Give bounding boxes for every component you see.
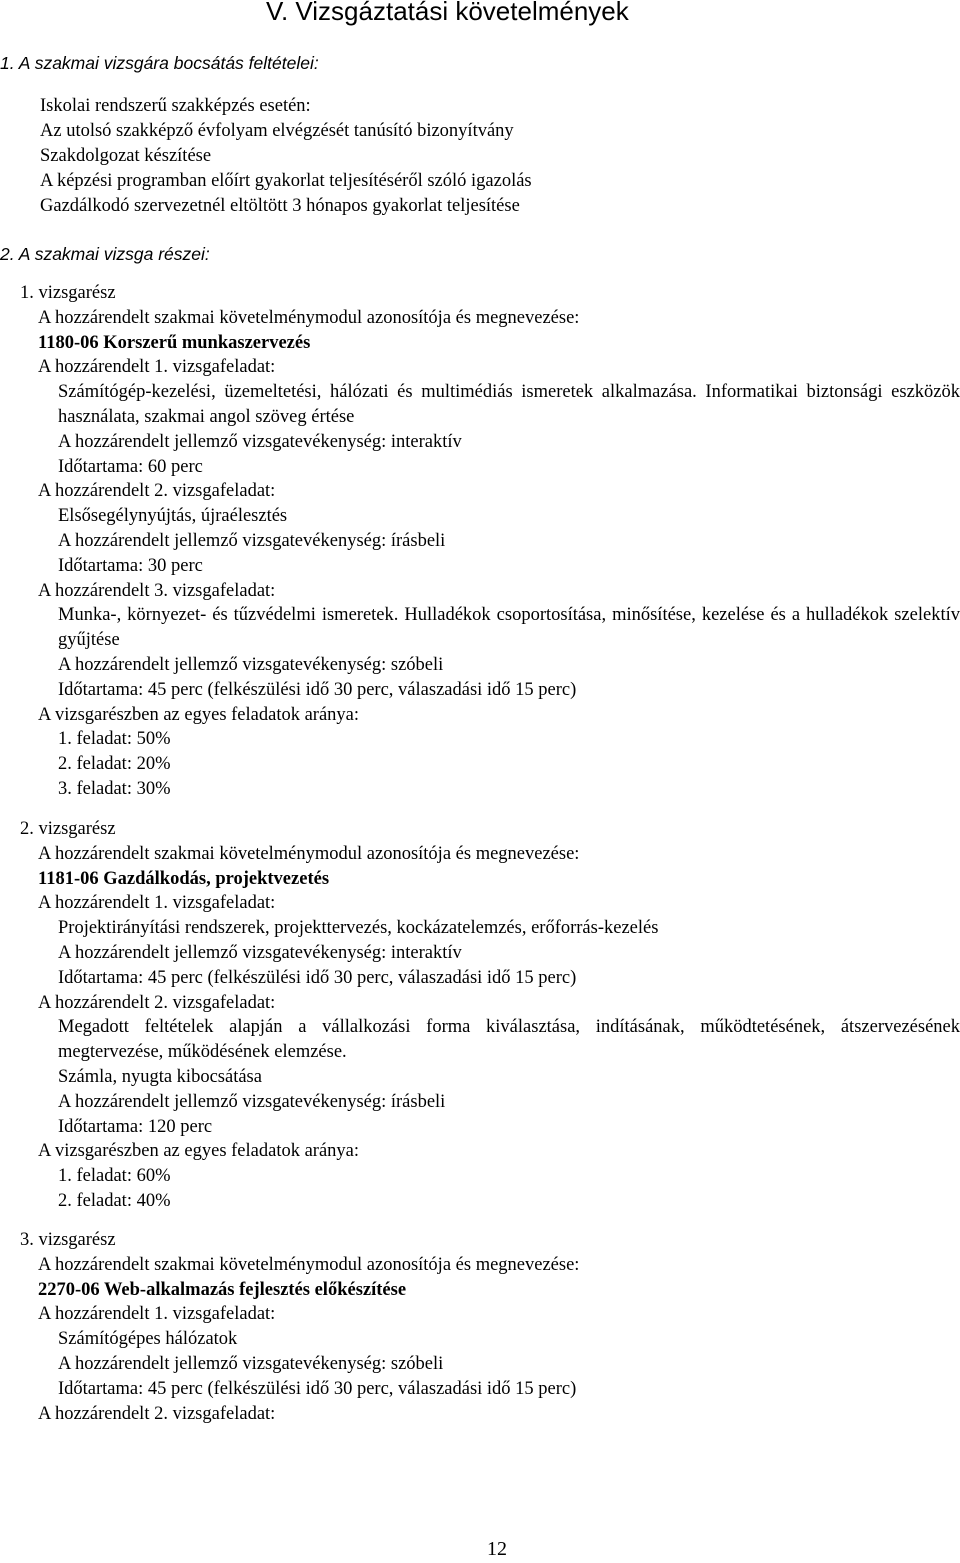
exam-part-2 [20, 817, 960, 1214]
module-name: 1181-06 Gazdálkodás, projektvezetés [38, 868, 330, 889]
module-intro: A hozzárendelt szakmai követelménymodul azonosítója és megnevezése: [38, 843, 580, 864]
task-label: A hozzárendelt 1. vizsgafeladat: [38, 357, 276, 378]
task-description: Projektirányítási rendszerek, projekttervezés, kockázatelemzés, erőforrás-kezelés [58, 918, 659, 939]
task-activity: A hozzárendelt jellemző vizsgatevékenység: interaktív [58, 431, 462, 452]
exam-part-title: 2. vizsgarész [20, 819, 116, 839]
task-duration: Időtartama: 45 perc (felkészülési idő 30 perc, válaszadási idő 15 perc) [58, 1378, 577, 1399]
task-duration: Időtartama: 30 perc [58, 555, 203, 576]
condition-line: Iskolai rendszerű szakképzés esetén: [40, 96, 311, 116]
task-label: A hozzárendelt 1. vizsgafeladat: [38, 1304, 276, 1325]
task-description: Számítógépes hálózatok [58, 1329, 238, 1350]
module-intro: A hozzárendelt szakmai követelménymodul azonosítója és megnevezése: [38, 1254, 580, 1275]
task-activity: A hozzárendelt jellemző vizsgatevékenység: interaktív [58, 942, 462, 963]
exam-part-title: 3. vizsgarész [20, 1230, 116, 1250]
task-label: A hozzárendelt 2. vizsgafeladat: [38, 992, 276, 1013]
task-label: A hozzárendelt 3. vizsgafeladat: [38, 580, 276, 601]
module-name: 2270-06 Web-alkalmazás fejlesztés előkészítése [38, 1279, 407, 1300]
page-number: 12 [487, 1538, 507, 1560]
exam-part-title: 1. vizsgarész [20, 283, 116, 303]
ratio-intro: A vizsgarészben az egyes feladatok aránya: [38, 1141, 360, 1162]
task-duration: Időtartama: 45 perc (felkészülési idő 30 perc, válaszadási idő 15 perc) [58, 967, 577, 988]
ratio-item: 1. feladat: 50% [58, 729, 171, 750]
task-description: Számítógép-kezelési, üzemeltetési, hálózati és multimédiás ismeretek alkalmazása. Informatikai biztonsági eszközök használata, szakmai angol szöveg értése [58, 382, 960, 427]
task-activity: A hozzárendelt jellemző vizsgatevékenység: szóbeli [58, 654, 444, 675]
condition-line: Az utolsó szakképző évfolyam elvégzését tanúsító bizonyítvány [40, 121, 514, 141]
exam-part-3 [20, 1228, 960, 1426]
module-intro: A hozzárendelt szakmai követelménymodul azonosítója és megnevezése: [38, 307, 580, 328]
page-title: V. Vizsgáztatási követelmények [266, 0, 629, 26]
condition-line: A képzési programban előírt gyakorlat teljesítéséről szóló igazolás [40, 171, 532, 191]
task-duration: Időtartama: 60 perc [58, 456, 203, 477]
ratio-intro: A vizsgarészben az egyes feladatok aránya: [38, 704, 360, 725]
section-2-heading: 2. A szakmai vizsga részei: [0, 244, 210, 264]
task-activity: A hozzárendelt jellemző vizsgatevékenység: írásbeli [58, 1091, 446, 1112]
condition-line: Gazdálkodó szervezetnél eltöltött 3 hónapos gyakorlat teljesítése [40, 196, 520, 216]
task-description: Elsősegélynyújtás, újraélesztés [58, 506, 288, 527]
ratio-item: 3. feladat: 30% [58, 778, 171, 799]
task-description: Megadott feltételek alapján a vállalkozási forma kiválasztása, indításának, működtetésének, átszervezésének megtervezése, működésének elemzése. [58, 1017, 960, 1063]
task-activity: A hozzárendelt jellemző vizsgatevékenység: szóbeli [58, 1353, 444, 1374]
exam-part-1 [20, 281, 960, 802]
task-label: A hozzárendelt 2. vizsgafeladat: [38, 481, 276, 502]
task-duration: Időtartama: 120 perc [58, 1116, 213, 1137]
section-1-heading: 1. A szakmai vizsgára bocsátás feltételei: [0, 53, 319, 73]
task-label: A hozzárendelt 1. vizsgafeladat: [38, 893, 276, 914]
admission-conditions [40, 94, 532, 219]
ratio-item: 2. feladat: 40% [58, 1190, 171, 1211]
task-description: Számla, nyugta kibocsátása [58, 1066, 262, 1087]
ratio-item: 2. feladat: 20% [58, 754, 171, 775]
task-label: A hozzárendelt 2. vizsgafeladat: [38, 1403, 276, 1424]
module-name: 1180-06 Korszerű munkaszervezés [38, 332, 311, 353]
condition-line: Szakdolgozat készítése [40, 146, 212, 166]
ratio-item: 1. feladat: 60% [58, 1166, 171, 1187]
task-activity: A hozzárendelt jellemző vizsgatevékenység: írásbeli [58, 530, 446, 551]
task-duration: Időtartama: 45 perc (felkészülési idő 30 perc, válaszadási idő 15 perc) [58, 679, 577, 700]
task-description: Munka-, környezet- és tűzvédelmi ismeretek. Hulladékok csoportosítása, minősítése, kezelése és a hulladékok szelektív gyűjtése [58, 605, 960, 651]
